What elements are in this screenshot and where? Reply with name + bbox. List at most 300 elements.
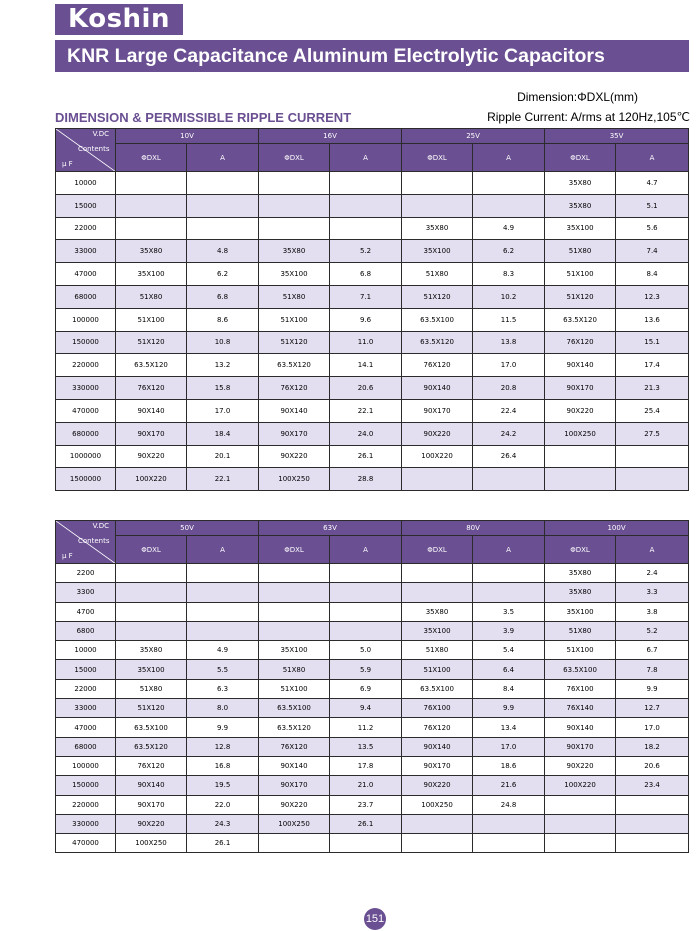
- size-cell: 90X220: [402, 776, 473, 795]
- current-cell: 5.2: [330, 240, 402, 263]
- brand-logo: Koshin: [55, 4, 183, 35]
- size-cell: 35X80: [402, 217, 473, 240]
- size-cell: 100X250: [259, 468, 330, 491]
- size-cell: 76X100: [545, 679, 616, 698]
- current-cell: 28.8: [330, 468, 402, 491]
- size-cell: 76X120: [402, 718, 473, 737]
- current-cell: [330, 194, 402, 217]
- current-cell: 25.4: [616, 399, 689, 422]
- size-cell: 63.5X120: [259, 718, 330, 737]
- current-cell: 6.4: [473, 660, 545, 679]
- size-cell: 90X170: [259, 776, 330, 795]
- current-cell: [330, 583, 402, 602]
- current-cell: [473, 583, 545, 602]
- current-cell: [473, 564, 545, 583]
- size-cell: 63.5X100: [259, 699, 330, 718]
- size-cell: [402, 583, 473, 602]
- capacitance-cell: 2200: [56, 564, 116, 583]
- table-row: [56, 399, 689, 422]
- current-cell: [616, 834, 689, 853]
- voltage-header: 35V: [545, 129, 689, 144]
- size-cell: [545, 795, 616, 814]
- capacitance-cell: 22000: [56, 679, 116, 698]
- size-cell: 35X100: [545, 602, 616, 621]
- size-cell: 51X120: [545, 285, 616, 308]
- size-cell: 51X80: [545, 240, 616, 263]
- size-cell: 76X120: [402, 354, 473, 377]
- size-cell: 51X80: [259, 660, 330, 679]
- size-cell: [259, 172, 330, 195]
- table-row: [56, 834, 689, 853]
- current-cell: 3.9: [473, 621, 545, 640]
- size-cell: 90X140: [259, 756, 330, 775]
- table-row: [56, 718, 689, 737]
- current-cell: 8.0: [187, 699, 259, 718]
- current-cell: 11.0: [330, 331, 402, 354]
- current-cell: 14.1: [330, 354, 402, 377]
- size-cell: 51X100: [545, 641, 616, 660]
- table-row: [56, 331, 689, 354]
- size-cell: [259, 194, 330, 217]
- size-cell: 51X80: [116, 285, 187, 308]
- current-cell: 22.1: [330, 399, 402, 422]
- size-cell: 51X80: [402, 641, 473, 660]
- size-cell: 35X100: [402, 240, 473, 263]
- size-cell: 100X220: [116, 468, 187, 491]
- current-cell: 5.6: [616, 217, 689, 240]
- current-cell: 11.2: [330, 718, 402, 737]
- current-cell: 10.2: [473, 285, 545, 308]
- size-cell: 90X140: [402, 737, 473, 756]
- current-column-header: A: [473, 536, 545, 564]
- size-cell: 90X170: [116, 422, 187, 445]
- current-cell: 3.8: [616, 602, 689, 621]
- size-column-header: ΦDXL: [259, 536, 330, 564]
- table-row: [56, 422, 689, 445]
- size-cell: [259, 834, 330, 853]
- current-cell: 21.6: [473, 776, 545, 795]
- vdc-label: V.DC: [92, 522, 109, 530]
- title-banner: [55, 40, 689, 72]
- current-cell: 11.5: [473, 308, 545, 331]
- current-cell: 24.2: [473, 422, 545, 445]
- current-cell: 8.6: [187, 308, 259, 331]
- size-cell: 90X170: [545, 377, 616, 400]
- capacitance-cell: 15000: [56, 194, 116, 217]
- size-cell: [116, 602, 187, 621]
- current-cell: 18.2: [616, 737, 689, 756]
- size-cell: [545, 814, 616, 833]
- size-cell: 63.5X120: [116, 354, 187, 377]
- current-cell: 4.9: [187, 641, 259, 660]
- capacitance-cell: 6800: [56, 621, 116, 640]
- voltage-header: 100V: [545, 521, 689, 536]
- current-cell: 23.4: [616, 776, 689, 795]
- dimension-note: Dimension:ΦDXL(mm): [517, 90, 638, 104]
- current-cell: 22.1: [187, 468, 259, 491]
- current-cell: 17.0: [187, 399, 259, 422]
- current-cell: 5.0: [330, 641, 402, 660]
- size-cell: [116, 217, 187, 240]
- size-column-header: ΦDXL: [402, 144, 473, 172]
- size-cell: 90X220: [259, 795, 330, 814]
- current-cell: 4.7: [616, 172, 689, 195]
- table-row: [56, 564, 689, 583]
- voltage-header: 10V: [116, 129, 259, 144]
- current-column-header: A: [330, 144, 402, 172]
- size-cell: 51X100: [402, 660, 473, 679]
- size-cell: 63.5X100: [402, 308, 473, 331]
- size-cell: 35X100: [402, 621, 473, 640]
- size-column-header: ΦDXL: [116, 536, 187, 564]
- size-cell: 63.5X100: [545, 660, 616, 679]
- size-cell: 90X220: [259, 445, 330, 468]
- current-cell: 6.3: [187, 679, 259, 698]
- voltage-header: 50V: [116, 521, 259, 536]
- capacitance-cell: 3300: [56, 583, 116, 602]
- current-cell: [330, 621, 402, 640]
- size-cell: 76X120: [259, 737, 330, 756]
- current-cell: 5.1: [616, 194, 689, 217]
- current-cell: [473, 468, 545, 491]
- current-cell: 13.2: [187, 354, 259, 377]
- current-cell: 7.8: [616, 660, 689, 679]
- current-cell: 8.3: [473, 263, 545, 286]
- table-row: [56, 641, 689, 660]
- current-cell: 20.6: [330, 377, 402, 400]
- capacitance-cell: 47000: [56, 718, 116, 737]
- capacitance-cell: 150000: [56, 331, 116, 354]
- current-cell: [330, 834, 402, 853]
- table-row: [56, 699, 689, 718]
- size-cell: 51X80: [545, 621, 616, 640]
- size-column-header: ΦDXL: [545, 144, 616, 172]
- capacitance-cell: 33000: [56, 240, 116, 263]
- capacitance-cell: 220000: [56, 795, 116, 814]
- current-cell: [187, 172, 259, 195]
- current-cell: 9.4: [330, 699, 402, 718]
- size-cell: 90X170: [545, 737, 616, 756]
- current-cell: [187, 194, 259, 217]
- current-cell: 20.6: [616, 756, 689, 775]
- current-column-header: A: [616, 144, 689, 172]
- table-row: [56, 814, 689, 833]
- capacitance-cell: 100000: [56, 756, 116, 775]
- voltage-header: 25V: [402, 129, 545, 144]
- current-cell: 21.3: [616, 377, 689, 400]
- current-cell: 2.4: [616, 564, 689, 583]
- size-cell: 90X140: [545, 354, 616, 377]
- capacitance-cell: 15000: [56, 660, 116, 679]
- current-cell: 13.6: [616, 308, 689, 331]
- current-cell: [473, 834, 545, 853]
- table-row: [56, 602, 689, 621]
- size-cell: 63.5X120: [545, 308, 616, 331]
- current-cell: [330, 602, 402, 621]
- current-cell: 17.0: [473, 354, 545, 377]
- size-cell: 90X220: [402, 422, 473, 445]
- table-row: [56, 377, 689, 400]
- table-corner-header: [56, 129, 116, 172]
- size-cell: 90X220: [116, 445, 187, 468]
- capacitance-cell: 68000: [56, 285, 116, 308]
- table-row: [56, 194, 689, 217]
- size-cell: [116, 564, 187, 583]
- table-row: [56, 660, 689, 679]
- size-cell: 90X140: [116, 399, 187, 422]
- size-cell: 51X100: [116, 308, 187, 331]
- current-cell: 6.7: [616, 641, 689, 660]
- capacitance-cell: 100000: [56, 308, 116, 331]
- size-cell: [545, 468, 616, 491]
- size-cell: [402, 564, 473, 583]
- current-cell: [616, 795, 689, 814]
- current-column-header: A: [473, 144, 545, 172]
- voltage-header: 63V: [259, 521, 402, 536]
- current-cell: 6.2: [473, 240, 545, 263]
- size-cell: 76X120: [259, 377, 330, 400]
- size-cell: 35X80: [545, 172, 616, 195]
- size-cell: 63.5X120: [116, 737, 187, 756]
- current-cell: 15.1: [616, 331, 689, 354]
- size-cell: 63.5X120: [402, 331, 473, 354]
- size-cell: [402, 172, 473, 195]
- size-cell: 51X100: [259, 679, 330, 698]
- contents-label: Contents: [78, 145, 110, 153]
- size-cell: 35X80: [402, 602, 473, 621]
- size-cell: [402, 834, 473, 853]
- page-title: KNR Large Capacitance Aluminum Electrolytic Capacitors: [67, 45, 605, 67]
- size-cell: 90X220: [545, 399, 616, 422]
- size-cell: 35X80: [545, 564, 616, 583]
- current-cell: 18.4: [187, 422, 259, 445]
- table-row: [56, 737, 689, 756]
- current-cell: 5.2: [616, 621, 689, 640]
- size-cell: 35X100: [116, 263, 187, 286]
- size-cell: 63.5X100: [402, 679, 473, 698]
- table-row: [56, 679, 689, 698]
- size-cell: [545, 834, 616, 853]
- size-cell: 35X80: [259, 240, 330, 263]
- current-cell: 6.8: [187, 285, 259, 308]
- current-cell: 8.4: [616, 263, 689, 286]
- current-cell: 9.9: [473, 699, 545, 718]
- capacitance-cell: 1500000: [56, 468, 116, 491]
- size-cell: 90X220: [545, 756, 616, 775]
- current-cell: 5.4: [473, 641, 545, 660]
- section-title: DIMENSION & PERMISSIBLE RIPPLE CURRENT: [55, 110, 352, 125]
- uf-label: μ F: [62, 552, 73, 560]
- size-cell: 90X170: [116, 795, 187, 814]
- table-row: [56, 240, 689, 263]
- capacitance-cell: 10000: [56, 172, 116, 195]
- size-cell: [259, 583, 330, 602]
- size-column-header: ΦDXL: [545, 536, 616, 564]
- current-cell: [616, 445, 689, 468]
- current-cell: [187, 564, 259, 583]
- capacitance-cell: 220000: [56, 354, 116, 377]
- voltage-header: 80V: [402, 521, 545, 536]
- table-row: [56, 776, 689, 795]
- current-cell: [616, 468, 689, 491]
- size-cell: 51X100: [259, 308, 330, 331]
- current-cell: 26.1: [330, 445, 402, 468]
- current-cell: 12.3: [616, 285, 689, 308]
- current-cell: 13.8: [473, 331, 545, 354]
- current-cell: 12.7: [616, 699, 689, 718]
- current-cell: 22.0: [187, 795, 259, 814]
- current-cell: 17.0: [473, 737, 545, 756]
- size-cell: 100X250: [259, 814, 330, 833]
- ripple-table-1: [55, 128, 689, 491]
- capacitance-cell: 470000: [56, 399, 116, 422]
- current-cell: 26.1: [187, 834, 259, 853]
- table-row: [56, 354, 689, 377]
- size-column-header: ΦDXL: [402, 536, 473, 564]
- size-cell: 35X100: [116, 660, 187, 679]
- capacitance-cell: 22000: [56, 217, 116, 240]
- size-cell: [259, 564, 330, 583]
- capacitance-cell: 33000: [56, 699, 116, 718]
- current-column-header: A: [187, 536, 259, 564]
- current-cell: [187, 602, 259, 621]
- size-cell: 90X140: [545, 718, 616, 737]
- size-cell: 76X120: [545, 331, 616, 354]
- size-cell: [116, 172, 187, 195]
- size-cell: 51X120: [259, 331, 330, 354]
- size-cell: [259, 621, 330, 640]
- current-cell: 17.8: [330, 756, 402, 775]
- current-cell: 10.8: [187, 331, 259, 354]
- current-cell: 24.8: [473, 795, 545, 814]
- size-cell: 51X80: [116, 679, 187, 698]
- voltage-header: 16V: [259, 129, 402, 144]
- capacitance-cell: 150000: [56, 776, 116, 795]
- size-cell: 100X250: [545, 422, 616, 445]
- size-cell: 35X80: [116, 641, 187, 660]
- size-cell: 90X170: [402, 756, 473, 775]
- current-cell: [473, 194, 545, 217]
- current-cell: [330, 217, 402, 240]
- current-cell: 6.9: [330, 679, 402, 698]
- capacitance-cell: 1000000: [56, 445, 116, 468]
- current-cell: 22.4: [473, 399, 545, 422]
- capacitance-cell: 680000: [56, 422, 116, 445]
- current-cell: [473, 814, 545, 833]
- table-row: [56, 217, 689, 240]
- size-cell: [402, 468, 473, 491]
- size-cell: 35X100: [259, 263, 330, 286]
- table-row: [56, 621, 689, 640]
- size-cell: 51X80: [402, 263, 473, 286]
- current-cell: 9.9: [616, 679, 689, 698]
- size-cell: [402, 194, 473, 217]
- size-cell: 35X80: [545, 194, 616, 217]
- current-cell: 26.4: [473, 445, 545, 468]
- table-row: [56, 285, 689, 308]
- current-cell: 18.6: [473, 756, 545, 775]
- current-cell: 16.8: [187, 756, 259, 775]
- current-cell: 24.3: [187, 814, 259, 833]
- size-cell: [259, 217, 330, 240]
- current-cell: [187, 583, 259, 602]
- current-cell: 5.9: [330, 660, 402, 679]
- current-cell: [187, 217, 259, 240]
- size-cell: 76X120: [116, 377, 187, 400]
- current-cell: 27.5: [616, 422, 689, 445]
- current-cell: 20.8: [473, 377, 545, 400]
- current-cell: 5.5: [187, 660, 259, 679]
- current-cell: 7.4: [616, 240, 689, 263]
- table-row: [56, 172, 689, 195]
- capacitance-cell: 4700: [56, 602, 116, 621]
- current-cell: 6.8: [330, 263, 402, 286]
- size-cell: 63.5X120: [259, 354, 330, 377]
- size-cell: 100X250: [116, 834, 187, 853]
- size-cell: 51X100: [545, 263, 616, 286]
- capacitance-cell: 10000: [56, 641, 116, 660]
- current-cell: 24.0: [330, 422, 402, 445]
- uf-label: μ F: [62, 160, 73, 168]
- page-number: 151: [364, 908, 386, 930]
- ripple-table-2: [55, 520, 689, 853]
- current-cell: 15.8: [187, 377, 259, 400]
- current-cell: 12.8: [187, 737, 259, 756]
- size-cell: 90X220: [116, 814, 187, 833]
- current-cell: 13.5: [330, 737, 402, 756]
- capacitance-cell: 68000: [56, 737, 116, 756]
- size-cell: [259, 602, 330, 621]
- size-cell: 51X120: [116, 331, 187, 354]
- current-cell: 6.2: [187, 263, 259, 286]
- size-cell: 51X120: [402, 285, 473, 308]
- size-cell: 76X100: [402, 699, 473, 718]
- size-cell: 90X140: [259, 399, 330, 422]
- size-cell: 100X220: [545, 776, 616, 795]
- size-column-header: ΦDXL: [116, 144, 187, 172]
- current-cell: 17.0: [616, 718, 689, 737]
- size-cell: 100X250: [402, 795, 473, 814]
- current-cell: 20.1: [187, 445, 259, 468]
- size-cell: 63.5X100: [116, 718, 187, 737]
- size-cell: 35X80: [116, 240, 187, 263]
- current-cell: 21.0: [330, 776, 402, 795]
- size-cell: 51X120: [116, 699, 187, 718]
- size-cell: 100X220: [402, 445, 473, 468]
- table-row: [56, 468, 689, 491]
- current-column-header: A: [330, 536, 402, 564]
- current-cell: 4.9: [473, 217, 545, 240]
- size-cell: 51X80: [259, 285, 330, 308]
- table-row: [56, 756, 689, 775]
- capacitance-cell: 330000: [56, 377, 116, 400]
- size-cell: 76X140: [545, 699, 616, 718]
- vdc-label: V.DC: [92, 130, 109, 138]
- size-cell: 90X170: [402, 399, 473, 422]
- size-cell: [402, 814, 473, 833]
- current-column-header: A: [187, 144, 259, 172]
- current-cell: 19.5: [187, 776, 259, 795]
- table-row: [56, 263, 689, 286]
- current-cell: 3.3: [616, 583, 689, 602]
- table-row: [56, 583, 689, 602]
- current-cell: [330, 172, 402, 195]
- capacitance-cell: 330000: [56, 814, 116, 833]
- size-column-header: ΦDXL: [259, 144, 330, 172]
- current-cell: 9.6: [330, 308, 402, 331]
- current-cell: [616, 814, 689, 833]
- table-row: [56, 308, 689, 331]
